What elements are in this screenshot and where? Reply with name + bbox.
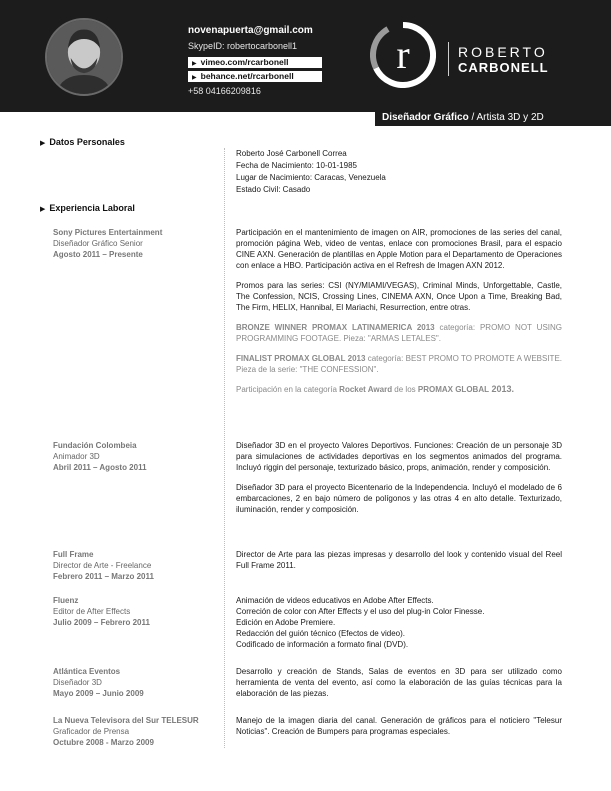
job-dates: Febrero 2011 – Marzo 2011 [53, 572, 154, 581]
job-line: Codificado de información a formato final (DVD). [236, 640, 409, 649]
award-rocket-event: PROMAX GLOBAL [417, 385, 489, 394]
job-role: Diseñador Gráfico Senior [53, 239, 143, 248]
job-role: Diseñador 3D [53, 678, 102, 687]
section-title-personal-label: Datos Personales [49, 137, 125, 147]
job-dates: Julio 2009 – Febrero 2011 [53, 618, 150, 627]
role-main: Diseñador Gráfico [382, 112, 469, 123]
section-title-experience [40, 203, 135, 213]
job-company: Sony Pictures Entertainment [53, 228, 163, 237]
behance-link[interactable] [188, 71, 322, 82]
profile-photo [45, 18, 123, 96]
award-finalist [236, 353, 562, 375]
vimeo-link[interactable] [188, 57, 322, 68]
job-role: Editor de After Effects [53, 607, 131, 616]
triangle-right-icon: ▶ [192, 75, 197, 81]
first-name: ROBERTO [458, 44, 548, 60]
rc-logo-icon [370, 22, 436, 88]
award-bronze-detail: categoría: PROMO NOT USING PROGRAMMING FOOTAGE. Pieza: "ARMAS LETALES". [236, 323, 562, 343]
job-description-colombeia [236, 440, 562, 515]
job-company: Fluenz [53, 596, 79, 605]
award-bronze [236, 322, 562, 344]
award-bronze-title: BRONZE WINNER PROMAX LATINAMERICA 2013 [236, 323, 435, 332]
job-description-atlantica [236, 666, 562, 699]
skype-id: SkypeID: robertocarbonell1 [188, 41, 298, 51]
job-dates: Agosto 2011 – Presente [53, 250, 143, 259]
role-rest: / Artista 3D y 2D [468, 112, 544, 123]
marital-status: Estado Civil: Casado [236, 185, 311, 194]
job-description-fullframe [236, 549, 562, 571]
award-rocket [236, 384, 562, 395]
email-link[interactable]: novenapuerta@gmail.com [188, 25, 313, 36]
job-paragraph: Diseñador 3D para el proyecto Bicentenario de la Independencia. Incluyó el modelado de 6 embarcaciones, 2 en bajo número de polígonos y las otras 4 en alto detalle. Texturizado, iluminación, render y composición. [236, 483, 562, 514]
job-company: Atlántica Eventos [53, 667, 121, 676]
job-meta-fullframe [53, 549, 213, 582]
job-company: La Nueva Televisora del Sur TELESUR [53, 716, 199, 725]
role-bar [375, 112, 611, 126]
job-description-fluenz [236, 595, 562, 650]
award-rocket-mid: de los [392, 385, 418, 394]
logo-letter: r [396, 32, 410, 77]
triangle-right-icon: ▶ [40, 140, 46, 147]
contact-block [188, 24, 322, 96]
triangle-right-icon: ▶ [40, 206, 46, 213]
job-meta-sony [53, 227, 213, 260]
section-title-experience-label: Experiencia Laboral [49, 203, 135, 213]
job-company: Fundación Colombeia [53, 441, 137, 450]
award-rocket-name: Rocket Award [339, 385, 393, 394]
job-paragraph: Diseñador 3D en el proyecto Valores Deportivos. Funciones: Creación de un personaje 3D para simulaciones de actividades deportivas en los segmentos animados del programa. Incluyó riggin del personaje, texturizado básico, props, animación, render y composición. [236, 441, 562, 472]
last-name: CARBONELL [458, 60, 549, 75]
job-meta-colombeia [53, 440, 213, 473]
job-line: Animación de videos educativos en Adobe After Effects. [236, 596, 434, 605]
personal-info [236, 148, 386, 196]
job-line: Edición en Adobe Premiere. [236, 618, 336, 627]
job-dates: Abril 2011 – Agosto 2011 [53, 463, 147, 472]
job-line: Redacción del guión técnico (Efectos de video). [236, 629, 405, 638]
name-divider [448, 42, 449, 76]
job-paragraph: Participación en el mantenimiento de imagen on AIR, promociones de las series del canal, promoción página Web, video de ventas, enlace con promociones Brasil, para el espacio CINE AXN. Generación de plantillas en Apple Motion para el Departamento de Operaciones con enlace a HBO. Participación activa en el Refresh de Imagen AXN 2012. [236, 228, 562, 270]
job-role: Graficador de Prensa [53, 727, 130, 736]
header-banner [0, 0, 611, 112]
job-line: Correción de color con After Effects y el uso del plug-in Color Finesse. [236, 607, 485, 616]
job-meta-fluenz [53, 595, 213, 628]
vimeo-link-label: vimeo.com/rcarbonell [200, 57, 289, 67]
triangle-right-icon: ▶ [192, 61, 197, 67]
award-rocket-year: 2013. [488, 384, 515, 394]
vertical-dotted-divider [224, 148, 225, 748]
job-description-sony [236, 227, 562, 395]
job-role: Animador 3D [53, 452, 100, 461]
birth-place: Lugar de Nacimiento: Caracas, Venezuela [236, 173, 386, 182]
award-rocket-pre: Participación en la categoría [236, 385, 340, 394]
award-finalist-detail: categoría: BEST PROMO TO PROMOTE A WEBSITE. Pieza de la serie: "THE CONFESSION". [236, 354, 563, 374]
person-portrait-icon [47, 20, 121, 94]
job-paragraph: Manejo de la imagen diaria del canal. Generación de gráficos para el noticiero "Telesur Noticias". Creación de Bumpers para programas especiales. [236, 716, 562, 736]
section-title-personal [40, 137, 125, 147]
job-dates: Octubre 2008 - Marzo 2009 [53, 738, 154, 747]
phone-number: +58 04166209816 [188, 86, 261, 96]
job-paragraph: Promos para las series: CSI (NY/MIAMI/VEGAS), Criminal Minds, Unforgettable, Castle, The Confession, NCIS, Crossing Lines, CINEMA AXN, Once Upon a Time, Breaking Bad, The Firm, HELIX, Hannibal, El Mariachi, Resurrection, entre otras. [236, 281, 562, 312]
job-role: Director de Arte - Freelance [53, 561, 152, 570]
job-meta-atlantica [53, 666, 213, 699]
behance-link-label: behance.net/rcarbonell [200, 71, 294, 81]
job-dates: Mayo 2009 – Junio 2009 [53, 689, 144, 698]
job-paragraph: Director de Arte para las piezas impresas y desarrollo del look y contenido visual del Reel Full Frame 2011. [236, 550, 562, 570]
job-paragraph: Desarrollo y creación de Stands, Salas de eventos en 3D para ser utilizado como herramienta de venta del evento, así como la elaboración de las guías técnicas para la elaboración de las piezas. [236, 667, 562, 698]
full-name: Roberto José Carbonell Correa [236, 149, 347, 158]
award-finalist-title: FINALIST PROMAX GLOBAL 2013 [236, 354, 366, 363]
job-meta-telesur [53, 715, 213, 748]
job-company: Full Frame [53, 550, 94, 559]
job-description-telesur [236, 715, 562, 737]
birth-date: Fecha de Nacimiento: 10-01-1985 [236, 161, 357, 170]
